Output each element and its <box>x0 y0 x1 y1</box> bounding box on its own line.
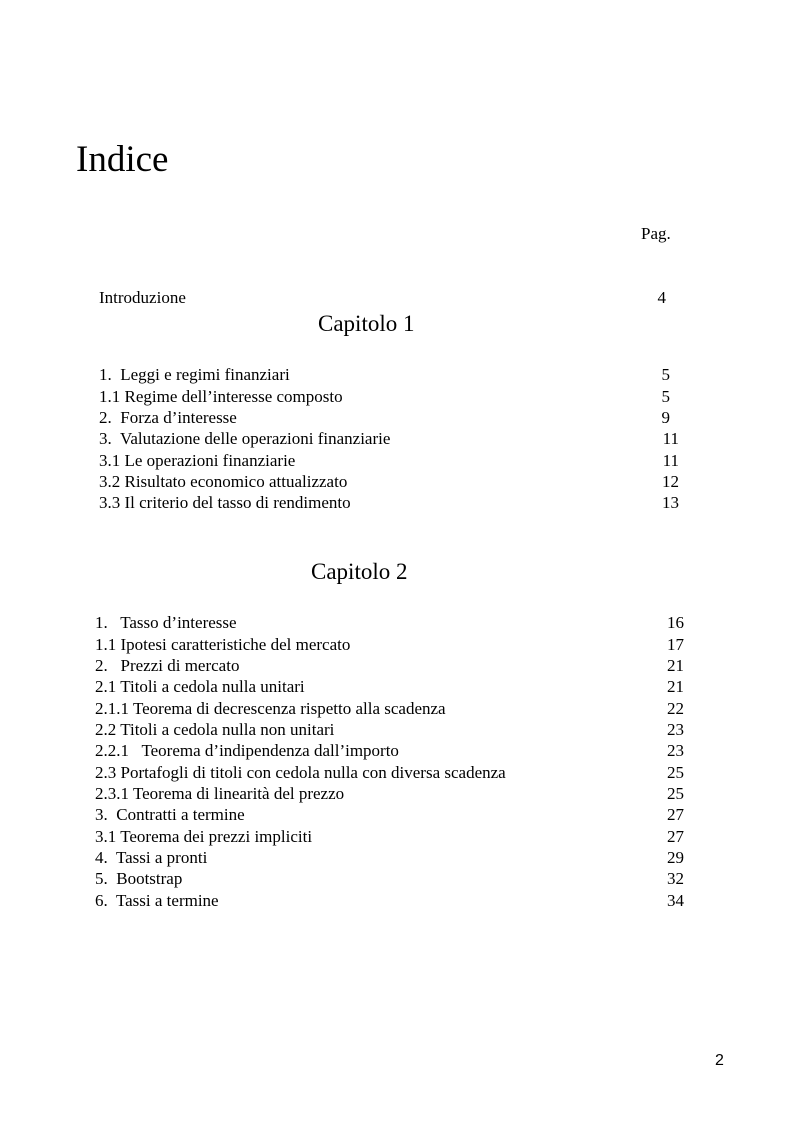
toc-entry-introduzione: Introduzione <box>99 288 186 307</box>
page-number: 2 <box>715 1052 724 1069</box>
toc-page: 25 <box>667 763 684 782</box>
toc-page: 29 <box>667 848 684 867</box>
toc-page: 21 <box>667 677 684 696</box>
toc-page: 11 <box>662 451 679 470</box>
toc-page: 12 <box>662 472 679 491</box>
toc-entry: 1. Tasso d’interesse <box>95 613 237 632</box>
toc-entry: 3.3 Il criterio del tasso di rendimento <box>99 493 351 512</box>
toc-page: 25 <box>667 784 684 803</box>
toc-page: 11 <box>662 429 679 448</box>
toc-page: 32 <box>667 869 684 888</box>
toc-page: 17 <box>667 635 684 654</box>
toc-entry: 2.3.1 Teorema di linearità del prezzo <box>95 784 345 803</box>
toc-entry: 2. Prezzi di mercato <box>95 656 240 675</box>
toc-entry: 1.1 Regime dell’interesse composto <box>99 387 343 406</box>
toc-entry: 3.1 Teorema dei prezzi impliciti <box>95 827 313 846</box>
toc-entry: 3.1 Le operazioni finanziarie <box>99 451 296 470</box>
toc-entry: 6. Tassi a termine <box>95 891 219 910</box>
toc-page: 9 <box>661 408 670 427</box>
toc-page: 16 <box>667 613 684 632</box>
toc-page: 23 <box>667 720 684 739</box>
chapter-2-heading: Capitolo 2 <box>311 559 408 584</box>
toc-entry: 3.2 Risultato economico attualizzato <box>99 472 348 491</box>
toc-page: 27 <box>667 805 684 824</box>
toc-entry: 5. Bootstrap <box>95 869 183 888</box>
toc-page: 5 <box>661 387 670 406</box>
toc-entry: 3. Valutazione delle operazioni finanziarie <box>99 429 391 448</box>
toc-entry: 2.1 Titoli a cedola nulla unitari <box>95 677 305 696</box>
toc-page: 27 <box>667 827 684 846</box>
toc-page: 5 <box>661 365 670 384</box>
chapter-1-heading: Capitolo 1 <box>318 311 415 336</box>
toc-entry: 2.2 Titoli a cedola nulla non unitari <box>95 720 335 739</box>
toc-entry: 4. Tassi a pronti <box>95 848 208 867</box>
toc-entry: 2. Forza d’interesse <box>99 408 237 427</box>
page-column-label: Pag. <box>641 224 671 243</box>
toc-page: 22 <box>667 699 684 718</box>
toc-entry: 2.2.1 Teorema d’indipendenza dall’importo <box>95 741 399 760</box>
toc-entry: 2.3 Portafogli di titoli con cedola nulla con diversa scadenza <box>95 763 506 782</box>
toc-entry: 2.1.1 Teorema di decrescenza rispetto alla scadenza <box>95 699 446 718</box>
toc-page: 23 <box>667 741 684 760</box>
toc-page: 34 <box>667 891 684 910</box>
page-title: Indice <box>76 139 169 180</box>
toc-entry: 3. Contratti a termine <box>95 805 245 824</box>
toc-entry: 1. Leggi e regimi finanziari <box>99 365 290 384</box>
toc-page-introduzione: 4 <box>657 288 666 307</box>
toc-page: 13 <box>662 493 679 512</box>
toc-entry: 1.1 Ipotesi caratteristiche del mercato <box>95 635 351 654</box>
toc-page: 21 <box>667 656 684 675</box>
